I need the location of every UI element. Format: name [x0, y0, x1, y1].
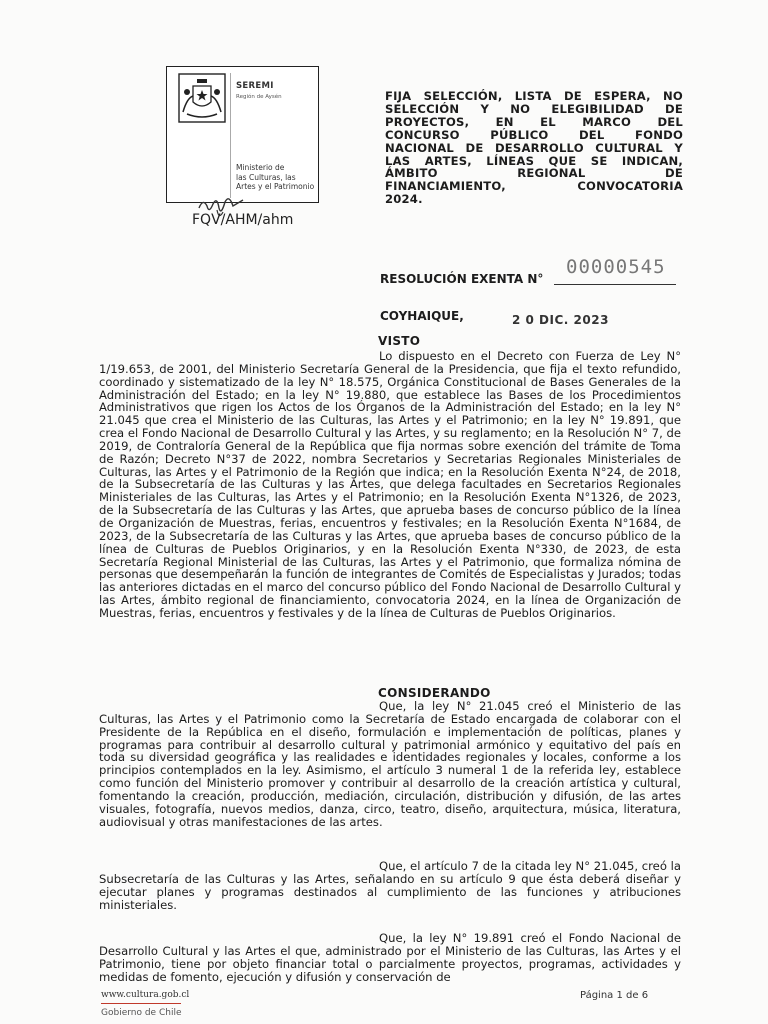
logo-ministry-line: las Culturas, las — [236, 172, 296, 182]
title-line: NACIONAL DE DESARROLLO CULTURAL Y — [385, 140, 683, 155]
logo-seremi: SEREMI — [236, 81, 274, 91]
visto-paragraph: Lo dispuesto en el Decreto con Fuerza de Ley N° 1/19.653, de 2001, del Ministerio Secretaría General de la Presidencia, que fija el texto refundido, coordinado y sistematizado de la ley N° 18.575, Orgánica Constitucional de Bases Generales de la Administración del Estado; en la ley N° 19.880, que establece las Bases de los Procedimientos Administrativos que rigen los Actos de los Órganos de la Administración del Estado; en la ley N° 21.045 que crea el Ministerio de las Culturas, las Artes y el Patrimonio; en la ley N° 19.891, que crea el Fondo Nacional de Desarrollo Cultural y las Artes, y su reglamento; en la Resolución N° 7, de 2019, de Contraloría General de la República que fija normas sobre exención del trámite de Toma de Razón; Decreto N°37 de 2022, nombra Secretarios y Secretarias Regionales Ministeriales de Culturas, las Artes y el Patrimonio de la Región que indica; en la Resolución Exenta N°24, de 2018, de la Subsecretaría de las Culturas y las Artes, que delega facultades en Secretarios Regionales Ministeriales de las Culturas, las Artes y el Patrimonio; en la Resolución Exenta N°1326, de 2023, de la Subsecretaría de las Culturas y las Artes, que aprueba bases de concurso público de la línea de Organización de Muestras, ferias, encuentros y festivales; en la Resolución Exenta N°1684, de 2023, de la Subsecretaría de las Culturas y las Artes, que aprueba bases de concurso público de la línea de Culturas de Pueblos Originarios, y en la Resolución Exenta N°330, de 2023, de esta Secretaría Regional Ministerial de las Culturas, las Artes y el Patrimonio, que formaliza nómina de personas que desempeñarán la función de integrantes de Comités de Especialistas y Jurados; todas las anteriores dictadas en el marco del concurso público del Fondo Nacional de Desarrollo Cultural y las Artes, ámbito regional de financiamiento, convocatoria 2024, en la línea de Organización de Muestras, ferias, encuentros y festivales y de la línea de Culturas de Pueblos Originarios. — [99, 349, 681, 620]
date-stamp: 2 0 DIC. 2023 — [512, 313, 609, 327]
resolution-number: 00000545 — [566, 256, 666, 278]
footer-rule — [101, 1003, 181, 1004]
seremi-logo — [166, 66, 319, 203]
title-line: ÁMBITO REGIONAL DE — [385, 166, 683, 181]
title-line: FINANCIAMIENTO, CONVOCATORIA — [385, 179, 683, 194]
title-line: CONCURSO PÚBLICO DEL FONDO — [385, 127, 683, 142]
author-initials: FQV/AHM/ahm — [192, 212, 294, 228]
chile-coat-of-arms-icon — [173, 72, 231, 124]
considerando-heading: CONSIDERANDO — [378, 686, 491, 700]
title-line: PROYECTOS, EN EL MARCO DEL — [385, 114, 683, 129]
footer-url: www.cultura.gob.cl — [101, 990, 190, 1000]
title-line: SELECCIÓN Y NO ELEGIBILIDAD DE — [385, 101, 683, 116]
logo-ministry — [236, 163, 318, 192]
page-number: Página 1 de 6 — [580, 990, 649, 1001]
document-title — [385, 90, 683, 206]
logo-divider — [230, 73, 231, 198]
logo-ministry-line: Artes y el Patrimonio — [236, 182, 315, 191]
footer-government: Gobierno de Chile — [101, 1008, 182, 1018]
resolution-label: RESOLUCIÓN EXENTA N° — [380, 272, 544, 286]
logo-region: Región de Aysén — [236, 94, 282, 100]
title-line: FIJA SELECCIÓN, LISTA DE ESPERA, NO — [385, 89, 683, 103]
visto-heading: VISTO — [378, 334, 421, 348]
considerando-paragraph: Que, el artículo 7 de la citada ley N° 21.045, creó la Subsecretaría de las Culturas y las Artes, señalando en su artículo 9 que ésta deberá diseñar y ejecutar planes y programas destinados al cumplimiento de las funciones y atribuciones ministeriales. — [99, 859, 681, 912]
considerando-paragraph: Que, la ley N° 21.045 creó el Ministerio de las Culturas, las Artes y el Patrimonio como la Secretaría de Estado encargada de colaborar con el Presidente de la República en el diseño, formulación e implementación de políticas, planes y programas para contribuir al desarrollo cultural y patrimonial armónico y equitativo del país en toda su diversidad geográfica y las realidades e identidades regionales y locales, conforme a los principios contemplados en la ley. Asimismo, el artículo 3 numeral 1 de la referida ley, establece como función del Ministerio promover y contribuir al desarrollo de la creación artística y cultural, fomentando la creación, producción, mediación, circulación, distribución y difusión, de las artes visuales, fotografía, nuevos medios, danza, circo, teatro, diseño, arquitectura, música, literatura, audiovisual y otras manifestaciones de las artes. — [99, 699, 681, 829]
resolution-underline — [554, 284, 676, 285]
logo-ministry-line: Ministerio de — [236, 163, 285, 172]
considerando-paragraph: Que, la ley N° 19.891 creó el Fondo Nacional de Desarrollo Cultural y las Artes el que, administrado por el Ministerio de las Culturas, las Artes y el Patrimonio, tiene por objeto financiar total o parcialmente proyectos, programas, actividades y medidas de fomento, ejecución y difusión y conservación de — [99, 931, 681, 984]
title-line: LAS ARTES, LÍNEAS QUE SE INDICAN, — [385, 153, 683, 168]
title-line: 2024. — [385, 192, 423, 207]
city-label: COYHAIQUE, — [380, 309, 464, 323]
